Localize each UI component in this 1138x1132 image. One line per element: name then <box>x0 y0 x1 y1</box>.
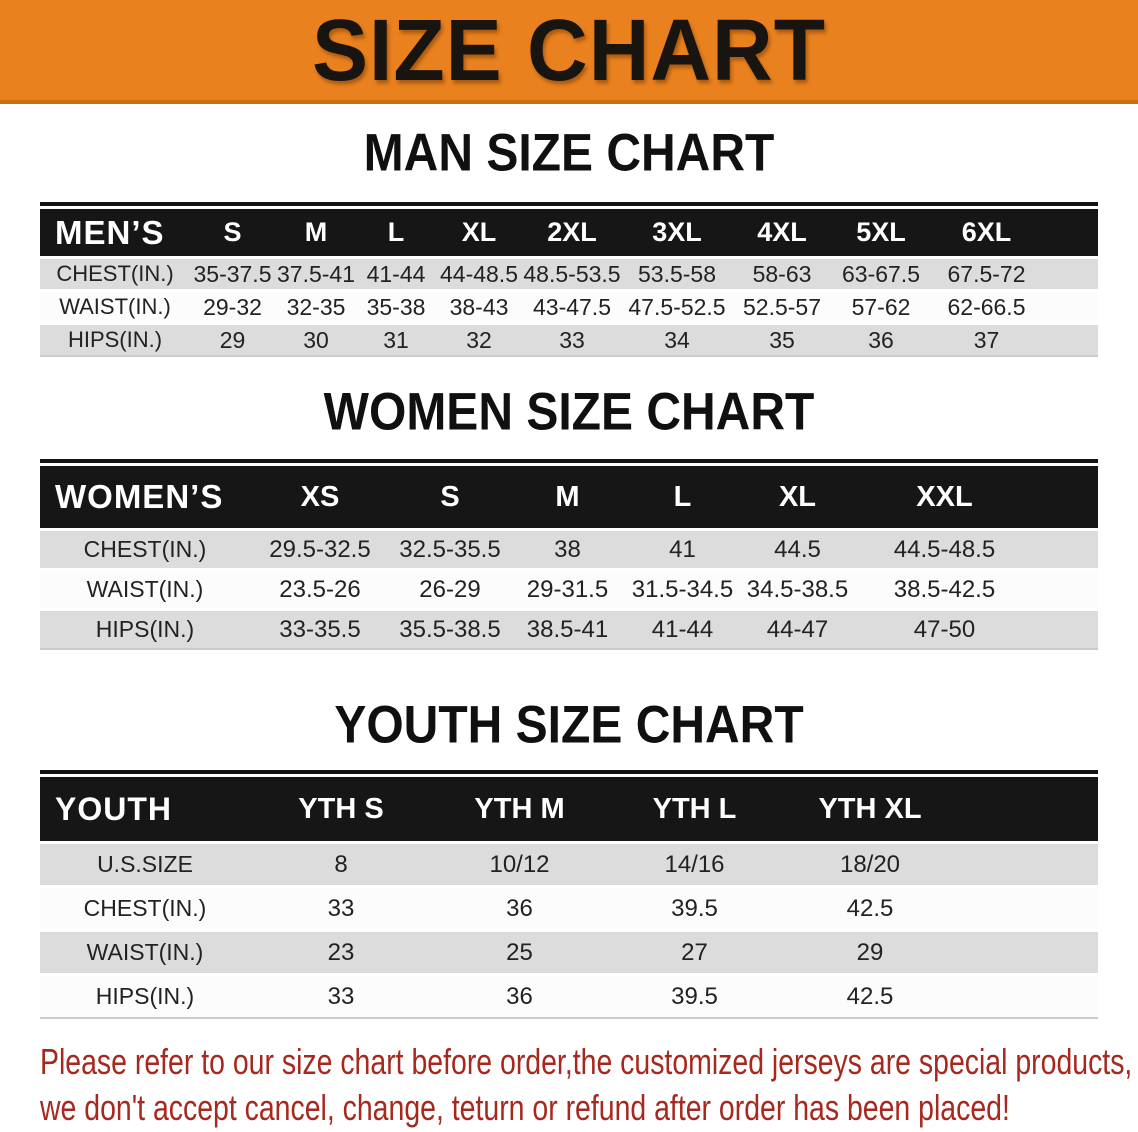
value-cell: 36 <box>432 887 607 931</box>
value-cell: 48.5-53.5 <box>523 258 621 291</box>
value-cell: 29-31.5 <box>510 570 625 610</box>
value-cell: 34.5-38.5 <box>740 570 855 610</box>
value-cell: 35.5-38.5 <box>390 610 510 649</box>
value-cell: 14/16 <box>607 843 782 887</box>
size-column-header: L <box>625 466 740 530</box>
size-column-header: 2XL <box>523 209 621 258</box>
value-cell: 32 <box>435 324 523 356</box>
value-cell: 34 <box>621 324 733 356</box>
men-size-table-wrap <box>40 202 1098 357</box>
value-cell: 37 <box>931 324 1098 356</box>
size-column-header: YTH M <box>432 777 607 843</box>
size-column-header: M <box>275 209 357 258</box>
value-cell: 29 <box>190 324 275 356</box>
value-cell: 35 <box>733 324 831 356</box>
table-row <box>40 570 1098 610</box>
row-label: HIPS(IN.) <box>40 610 250 649</box>
men-size-table <box>40 209 1098 355</box>
value-cell: 42.5 <box>782 975 1098 1018</box>
row-label: CHEST(IN.) <box>40 530 250 570</box>
value-cell: 35-37.5 <box>190 258 275 291</box>
size-column-header: M <box>510 466 625 530</box>
value-cell: 38.5-41 <box>510 610 625 649</box>
value-cell: 44-48.5 <box>435 258 523 291</box>
value-cell: 44-47 <box>740 610 855 649</box>
row-label: HIPS(IN.) <box>40 975 250 1018</box>
women-table-label: WOMEN’S <box>40 466 250 530</box>
table-row <box>40 610 1098 649</box>
youth-size-chart-heading: YOUTH SIZE CHART <box>334 696 804 755</box>
value-cell: 38.5-42.5 <box>855 570 1098 610</box>
size-column-header: XL <box>435 209 523 258</box>
value-cell: 52.5-57 <box>733 291 831 324</box>
value-cell: 37.5-41 <box>275 258 357 291</box>
row-label: WAIST(IN.) <box>40 570 250 610</box>
man-size-chart-heading: MAN SIZE CHART <box>363 124 775 183</box>
value-cell: 32.5-35.5 <box>390 530 510 570</box>
size-column-header: 6XL <box>931 209 1098 258</box>
value-cell: 23.5-26 <box>250 570 390 610</box>
value-cell: 41 <box>625 530 740 570</box>
value-cell: 29-32 <box>190 291 275 324</box>
women-header-row <box>40 466 1098 530</box>
value-cell: 57-62 <box>831 291 931 324</box>
men-header-row <box>40 209 1098 258</box>
table-row <box>40 324 1098 356</box>
table-row <box>40 291 1098 324</box>
value-cell: 23 <box>250 931 432 975</box>
table-row <box>40 258 1098 291</box>
size-column-header: XXL <box>855 466 1098 530</box>
size-column-header: XS <box>250 466 390 530</box>
value-cell: 33 <box>250 887 432 931</box>
value-cell: 38 <box>510 530 625 570</box>
size-column-header: 5XL <box>831 209 931 258</box>
value-cell: 31.5-34.5 <box>625 570 740 610</box>
row-label: WAIST(IN.) <box>40 291 190 324</box>
value-cell: 43-47.5 <box>523 291 621 324</box>
value-cell: 29 <box>782 931 1098 975</box>
table-row <box>40 887 1098 931</box>
value-cell: 44.5-48.5 <box>855 530 1098 570</box>
value-cell: 47.5-52.5 <box>621 291 733 324</box>
table-row <box>40 931 1098 975</box>
value-cell: 18/20 <box>782 843 1098 887</box>
youth-size-table <box>40 777 1098 1017</box>
value-cell: 41-44 <box>625 610 740 649</box>
value-cell: 31 <box>357 324 435 356</box>
value-cell: 10/12 <box>432 843 607 887</box>
value-cell: 67.5-72 <box>931 258 1098 291</box>
size-column-header: 4XL <box>733 209 831 258</box>
value-cell: 44.5 <box>740 530 855 570</box>
size-column-header: YTH S <box>250 777 432 843</box>
value-cell: 41-44 <box>357 258 435 291</box>
table-row <box>40 530 1098 570</box>
size-column-header: S <box>390 466 510 530</box>
size-column-header: YTH L <box>607 777 782 843</box>
value-cell: 36 <box>831 324 931 356</box>
value-cell: 33-35.5 <box>250 610 390 649</box>
value-cell: 53.5-58 <box>621 258 733 291</box>
size-column-header: 3XL <box>621 209 733 258</box>
value-cell: 39.5 <box>607 975 782 1018</box>
row-label: WAIST(IN.) <box>40 931 250 975</box>
row-label: CHEST(IN.) <box>40 887 250 931</box>
value-cell: 36 <box>432 975 607 1018</box>
women-size-table-wrap <box>40 459 1098 650</box>
order-disclaimer <box>40 1039 1138 1131</box>
value-cell: 63-67.5 <box>831 258 931 291</box>
row-label: HIPS(IN.) <box>40 324 190 356</box>
page-title: SIZE CHART <box>312 1 826 99</box>
value-cell: 42.5 <box>782 887 1098 931</box>
value-cell: 27 <box>607 931 782 975</box>
youth-size-table-wrap <box>40 770 1098 1019</box>
size-column-header: L <box>357 209 435 258</box>
value-cell: 29.5-32.5 <box>250 530 390 570</box>
youth-header-row <box>40 777 1098 843</box>
men-table-label: MEN’S <box>40 209 190 258</box>
women-size-table <box>40 466 1098 648</box>
youth-table-label: YOUTH <box>40 777 250 843</box>
disclaimer-line-2: we don't accept cancel, change, teturn or refund after order has been placed! <box>40 1087 1010 1128</box>
women-size-chart-heading: WOMEN SIZE CHART <box>323 383 815 442</box>
value-cell: 26-29 <box>390 570 510 610</box>
table-row <box>40 975 1098 1018</box>
size-column-header: XL <box>740 466 855 530</box>
size-column-header: YTH XL <box>782 777 1098 843</box>
value-cell: 32-35 <box>275 291 357 324</box>
disclaimer-line-1: Please refer to our size chart before order,the customized jerseys are special products, <box>40 1041 1133 1082</box>
row-label: CHEST(IN.) <box>40 258 190 291</box>
value-cell: 25 <box>432 931 607 975</box>
value-cell: 33 <box>523 324 621 356</box>
value-cell: 35-38 <box>357 291 435 324</box>
row-label: U.S.SIZE <box>40 843 250 887</box>
value-cell: 62-66.5 <box>931 291 1098 324</box>
value-cell: 33 <box>250 975 432 1018</box>
value-cell: 47-50 <box>855 610 1098 649</box>
size-chart-banner <box>0 0 1138 104</box>
value-cell: 39.5 <box>607 887 782 931</box>
size-column-header: S <box>190 209 275 258</box>
table-row <box>40 843 1098 887</box>
value-cell: 38-43 <box>435 291 523 324</box>
value-cell: 58-63 <box>733 258 831 291</box>
value-cell: 30 <box>275 324 357 356</box>
value-cell: 8 <box>250 843 432 887</box>
